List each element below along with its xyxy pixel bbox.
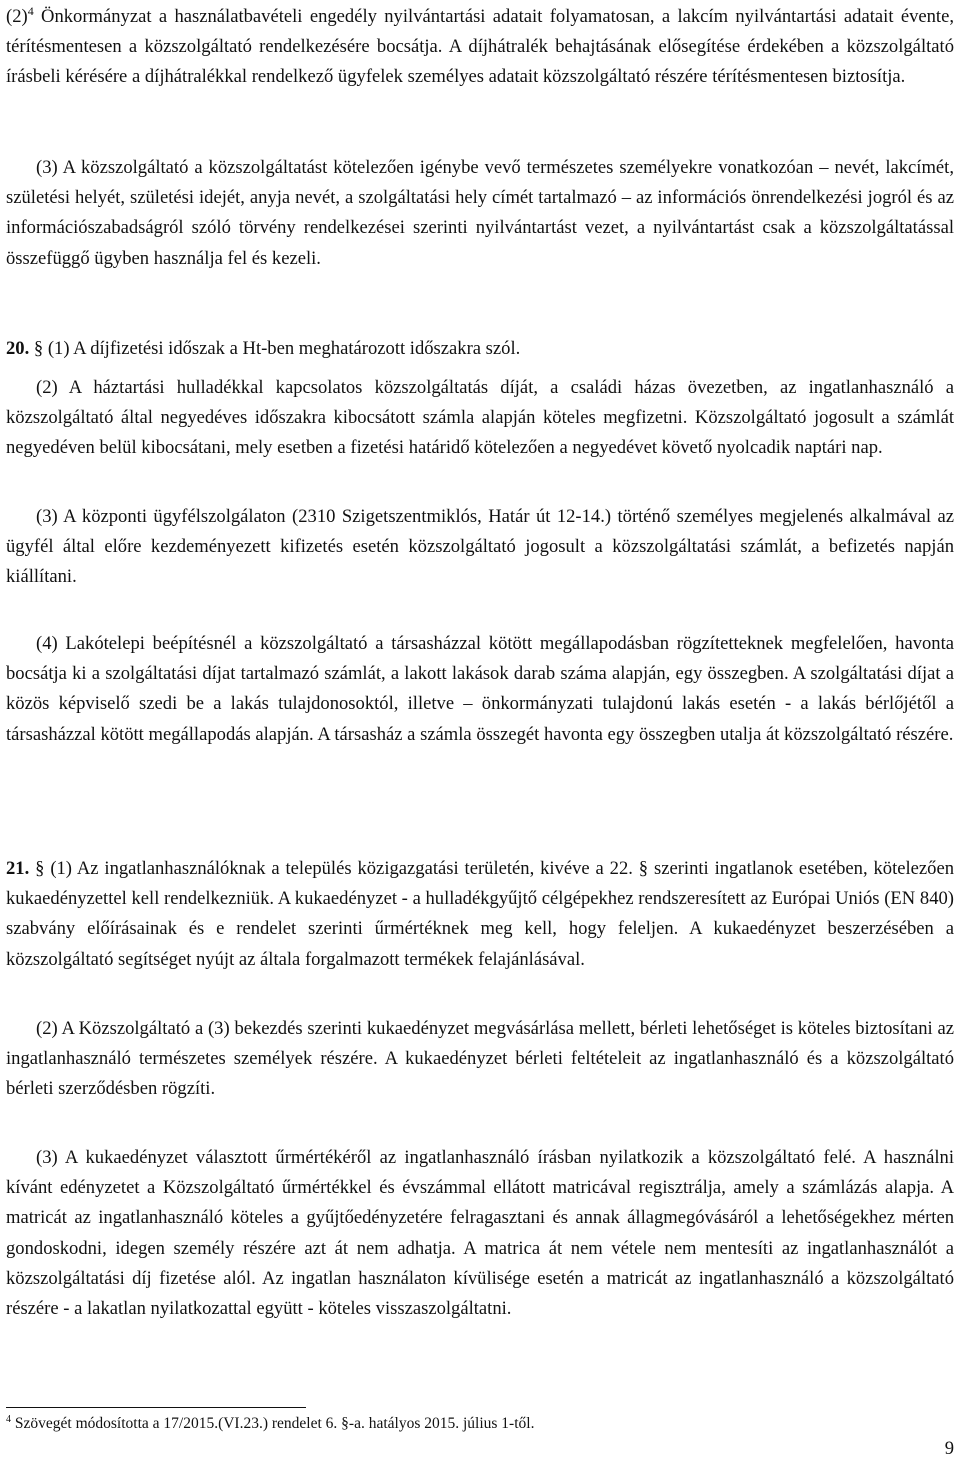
paragraph-2-rental: (2) A Közszolgáltató a (3) bekezdés szerinti kukaedényzet megvásárlása mellett, bérleti lehetőséget is köteles biztosítani az ingatlanhasználó természetes személyek részére. A kukaedényzet bérleti feltételeit az ingatlanhasználó és a közszolgáltató bérleti szerződésben rögzíti. <box>6 1018 954 1100</box>
footnote-number: 4 <box>6 1414 11 1425</box>
footnote-text: Szövegét módosította a 17/2015.(VI.23.) rendelet 6. §-a. hatályos 2015. július 1-től. <box>11 1415 535 1432</box>
paragraph-text: (1) A díjfizetési időszak a Ht-ben meghatározott időszakra szól. <box>43 338 521 359</box>
paragraph-2-4 <box>6 2 954 93</box>
paragraph-text: Önkormányzat a használatbavételi engedély nyilvántartási adatait folyamatosan, a lakcím nyilvántartási adatait évente, térítésmentesen a közszolgáltató rendelkezésére bocsátja. A díjhátralék behajtásának elősegítése érdekében a közszolgáltató írásbeli kérésére a díjhátralékkal rendelkező ügyfelek személyes adatait közszolgáltató részére térítésmentesen biztosítja. <box>6 6 954 88</box>
footnote <box>6 1414 534 1434</box>
section-20-paragraph-1 <box>6 334 954 364</box>
paragraph-3-customer-service: (3) A központi ügyfélszolgálaton (2310 Szigetszentmiklós, Határ út 12-14.) történő személyes megjelenés alkalmával az ügyfél által előre kezdeményezett kifizetés esetén közszolgáltató jogosult a közszolgáltatási számlát, a befizetés napján kiállítani. <box>6 506 954 588</box>
paragraph-3-register: (3) A közszolgáltató a közszolgáltatást kötelezően igénybe vevő természetes személyekre vonatkozóan – nevét, lakcímét, születési helyét, születési idejét, anyja nevét, a szolgáltatási hely címét tartalmazó – az információs önrendelkezési jogról és az információszabadságról szóló törvény rendelkezései szerinti nyilvántartást vezet, a nyilvántartást csak a közszolgáltatással összefüggő ügyben használja fel és kezeli. <box>6 157 954 269</box>
paragraph-2-fee: (2) A háztartási hulladékkal kapcsolatos közszolgáltatás díját, a családi házas övezetben, az ingatlanhasználó a közszolgáltató által negyedéves időszakra kibocsátott számla alapján köteles megfizetni. Közszolgáltató jogosult a számlát negyedéven belül kibocsátani, mely esetben a fizetési határidő kötelezően a negyedévet követő nyolcadik naptári nap. <box>6 377 954 459</box>
paragraph-4-housing-estate: (4) Lakótelepi beépítésnél a közszolgáltató a társasházzal kötött megállapodásban rögzítetteknek megfelelően, havonta bocsátja ki a szolgáltatási díjat tartalmazó számlát, a lakott lakások darab száma alapján, egy összegben. A szolgáltatási díjat a közös képviselő szedi be a lakás tulajdonosoktól, illetve – önkormányzati tulajdonú lakás esetén - a lakás bérlőjétől a társasházzal kötött megállapodás alapján. A társasház a számla összegét havonta egy összegben utalja át közszolgáltató részére. <box>6 633 954 745</box>
section-21-paragraph-1 <box>6 854 954 975</box>
paragraph-3-sticker: (3) A kukaedényzet választott űrmértékéről az ingatlanhasználó írásban nyilatkozik a közszolgáltató felé. A használni kívánt edényzetet a Közszolgáltató űrmértékkel és évszámmal ellátott matricával regisztrálja, amely a számlázás alapja. A matricát az ingatlanhasználó köteles a gyűjtőedényzetére felragasztani és annak állagmegóvásáról a lehetőségekhez mérten gondoskodni, idegen személy részére azt át nem adhatja. A matrica át nem vétele nem mentesíti az ingatlanhasználót a közszolgáltatási díj fizetése alól. Az ingatlan használaton kívülisége esetén a matricát az ingatlanhasználó a közszolgáltató részére - a lakatlan nyilatkozattal együtt - köteles visszaszolgáltatni. <box>6 1147 954 1320</box>
paragraph-prefix: (2) <box>6 6 28 27</box>
section-sign: § <box>35 858 45 879</box>
page-number: 9 <box>944 1438 954 1459</box>
section-number: 20. <box>6 338 30 359</box>
paragraph-text: (1) Az ingatlanhasználóknak a település közigazgatási területén, kivéve a 22. § szerinti ingatlanok esetében, kötelezően kukaedényzettel kell rendelkezniük. A kukaedényzet - a hulladékgyűjtő célgépekhez rendszeresített az Európai Uniós (EN 840) szabvány előírásainak és e rendelet szerinti űrmértéknek meg kell, hogy feleljen. A kukaedényzet beszerzésében a közszolgáltató segítséget nyújt az általa forgalmazott termékek felajánlásával. <box>6 858 954 970</box>
footnote-reference: 4 <box>27 4 34 18</box>
section-sign: § <box>33 338 44 359</box>
footnote-separator <box>6 1407 306 1408</box>
section-number: 21. <box>6 858 30 879</box>
